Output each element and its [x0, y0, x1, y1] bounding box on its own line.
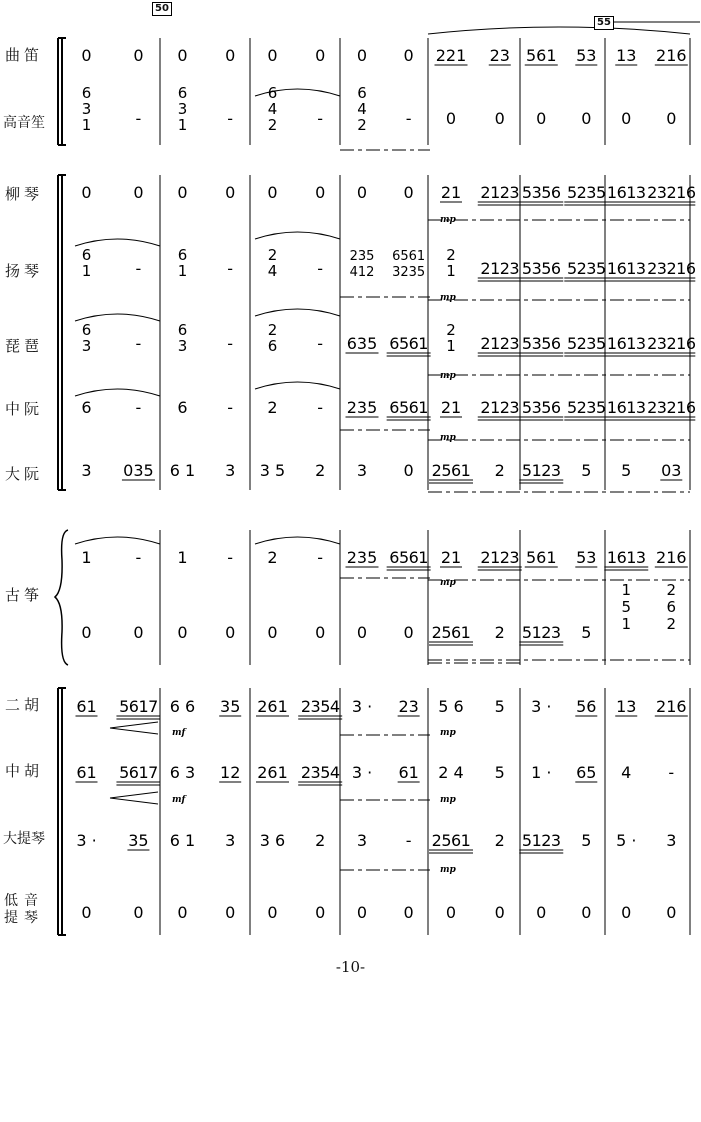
- guzheng-chord-note: 6: [666, 598, 677, 616]
- guzheng-chord-note: 1: [621, 615, 632, 633]
- note-zhonghu: 6 3: [169, 763, 196, 782]
- note-diyintiqin: 0: [666, 903, 677, 922]
- chord-note-pipa: 6: [177, 321, 188, 339]
- note-liuqin: 0: [81, 183, 92, 202]
- note-guzheng_lower: 0: [177, 623, 188, 642]
- yangqin-tie: [75, 239, 160, 246]
- note-yangqin: 1613: [606, 259, 646, 278]
- note-guzheng_lower: 5123: [521, 623, 561, 642]
- rehearsal-mark-55: 55: [594, 16, 614, 30]
- note-liuqin: 0: [403, 183, 414, 202]
- note-qudi: 221: [435, 46, 467, 65]
- note-erhu: 3 ·: [531, 697, 552, 716]
- note-guzheng_upper: 235: [346, 548, 378, 567]
- note-zhonghu: 61: [398, 763, 419, 782]
- note-erhu: 5 6: [438, 697, 464, 716]
- note-guzheng_upper: 1613: [606, 548, 646, 567]
- chord-note-pipa: 3: [177, 337, 188, 355]
- note-daruan: 3: [225, 461, 236, 480]
- note-yangqin: 23216: [647, 259, 696, 278]
- note-datiqin: 3: [666, 831, 677, 850]
- dynamic-mp-6: mp: [440, 795, 456, 805]
- chord-note-pipa: 2: [446, 321, 456, 339]
- note-daruan: 3 5: [259, 461, 286, 480]
- note-gaoyinsheng: -: [405, 109, 412, 128]
- note-guzheng_lower: 0: [356, 623, 368, 642]
- label-datiqin: 大提琴: [3, 831, 45, 847]
- yangqin-tie-2: [255, 232, 340, 239]
- chord-note-yangqin: 2: [446, 246, 456, 264]
- label-pipa: 琵琶: [4, 337, 43, 355]
- guzheng-chord-note: 1: [621, 581, 632, 599]
- note-datiqin: 2: [494, 831, 505, 850]
- pipa-tie: [75, 314, 160, 321]
- note-datiqin: 3: [225, 831, 236, 850]
- note-guzheng_upper: 1: [177, 548, 188, 567]
- note-qudi: 0: [133, 46, 144, 65]
- note-datiqin: 2: [315, 831, 326, 850]
- note-guzheng_upper: 2: [267, 548, 278, 567]
- note-guzheng_lower: 0: [225, 623, 236, 642]
- note-zhongruan: 23216: [647, 398, 696, 417]
- note-gaoyinsheng: 0: [445, 109, 457, 128]
- dynamic-mp-1: mp: [440, 293, 456, 303]
- label-yangqin: 扬琴: [4, 262, 43, 280]
- note-erhu: 2354: [300, 697, 340, 716]
- note-diyintiqin: 0: [81, 903, 92, 922]
- note-erhu: 56: [576, 697, 597, 716]
- chord-note-pipa: 2: [267, 321, 278, 339]
- chord-note-gaoyinsheng: 2: [357, 116, 367, 134]
- note-diyintiqin: 0: [494, 903, 505, 922]
- dynamic-mp-2: mp: [440, 371, 456, 381]
- chord-note-gaoyinsheng: 4: [267, 100, 278, 118]
- note-datiqin: 5123: [521, 831, 561, 850]
- note-diyintiqin: 0: [581, 903, 592, 922]
- note-zhonghu: 2 4: [438, 763, 464, 782]
- note-liuqin: 0: [267, 183, 278, 202]
- chord-note-pipa: 6: [81, 321, 92, 339]
- zhonghu-crescendo: [110, 792, 158, 804]
- note-diyintiqin: 0: [445, 903, 457, 922]
- guzheng-tie-2: [255, 537, 340, 544]
- chord-note-pipa: 1: [446, 337, 456, 355]
- note-gaoyinsheng: -: [227, 109, 234, 128]
- chord-note-yangqin: 6: [177, 246, 188, 264]
- note-qudi: 0: [177, 46, 188, 65]
- note-guzheng_upper: 6561: [389, 548, 428, 567]
- note-daruan: 6 1: [169, 461, 196, 480]
- note-qudi: 23: [489, 46, 510, 65]
- note-pipa: -: [135, 334, 142, 353]
- note-diyintiqin: 0: [225, 903, 236, 922]
- dynamic-mp-0: mp: [440, 215, 456, 225]
- label-gaoyinsheng: 高音笙: [3, 115, 45, 131]
- chord-note-gaoyinsheng: 1: [81, 116, 92, 134]
- note-qudi: 216: [656, 46, 687, 65]
- chord-note-gaoyinsheng: 6: [81, 84, 92, 102]
- chord-note-yangqin: 4: [267, 262, 278, 280]
- note-yangqin: 2123: [480, 259, 520, 278]
- chord-note-gaoyinsheng: 4: [357, 100, 367, 118]
- note-daruan: 5: [581, 461, 592, 480]
- note-yangqin: 3235: [392, 265, 426, 280]
- guzheng-chord-note: 2: [666, 615, 677, 633]
- note-pipa: 635: [346, 334, 378, 353]
- note-diyintiqin: 0: [403, 903, 414, 922]
- note-daruan: 03: [661, 461, 682, 480]
- erhu-crescendo: [110, 722, 158, 734]
- label-zhongruan: 中阮: [4, 400, 43, 418]
- note-liuqin: 2123: [480, 183, 520, 202]
- note-qudi: 53: [576, 46, 597, 65]
- note-guzheng_upper: 2123: [480, 548, 520, 567]
- label-diyintiqin-line2: 提琴: [4, 910, 44, 926]
- note-gaoyinsheng: 0: [536, 109, 547, 128]
- chord-note-gaoyinsheng: 6: [177, 84, 188, 102]
- note-daruan: 035: [123, 461, 154, 480]
- note-liuqin: 23216: [647, 183, 696, 202]
- note-zhonghu: 65: [576, 763, 597, 782]
- zhongruan-tie: [75, 389, 160, 396]
- note-zhonghu: 5617: [119, 763, 158, 782]
- note-guzheng_lower: 2561: [431, 623, 471, 642]
- note-diyintiqin: 0: [133, 903, 144, 922]
- note-yangqin: 412: [349, 265, 375, 280]
- guzheng-brace: [55, 530, 68, 665]
- note-zhongruan: -: [317, 398, 324, 417]
- label-qudi: 曲笛: [4, 46, 43, 64]
- note-gaoyinsheng: -: [135, 109, 142, 128]
- note-liuqin: 5356: [521, 183, 561, 202]
- note-yangqin: 6561: [392, 249, 426, 264]
- rehearsal-mark-50: 50: [152, 2, 172, 16]
- note-yangqin: -: [135, 259, 142, 278]
- score-marks: [75, 22, 700, 875]
- note-erhu: 6 6: [169, 697, 196, 716]
- note-zhongruan: 6: [81, 398, 92, 417]
- note-zhongruan: 2123: [480, 398, 520, 417]
- note-zhongruan: 2: [267, 398, 278, 417]
- note-qudi: 0: [225, 46, 236, 65]
- note-pipa: 1613: [606, 334, 646, 353]
- dynamic-mf-8: mf: [172, 728, 186, 738]
- chord-note-pipa: 6: [267, 337, 278, 355]
- pipa-tie-2: [255, 309, 340, 316]
- label-erhu: 二胡: [4, 696, 43, 714]
- dynamic-mp-3: mp: [440, 433, 456, 443]
- note-yangqin: 235: [349, 249, 375, 264]
- chord-note-gaoyinsheng: 1: [177, 116, 188, 134]
- note-zhonghu: 3 ·: [351, 763, 373, 782]
- note-guzheng_lower: 2: [494, 623, 505, 642]
- note-liuqin: 0: [356, 183, 368, 202]
- note-yangqin: -: [317, 259, 324, 278]
- note-datiqin: 6 1: [169, 831, 196, 850]
- note-zhonghu: 2354: [300, 763, 340, 782]
- note-pipa: 2123: [480, 334, 520, 353]
- guzheng-tie: [75, 537, 160, 544]
- note-gaoyinsheng: 0: [494, 109, 505, 128]
- label-diyintiqin: [0, 893, 48, 927]
- note-qudi: 561: [525, 46, 557, 65]
- note-erhu: 23: [398, 697, 419, 716]
- note-liuqin: 0: [177, 183, 188, 202]
- note-qudi: 0: [267, 46, 278, 65]
- note-datiqin: 3: [356, 831, 368, 850]
- note-zhongruan: 5356: [521, 398, 561, 417]
- note-diyintiqin: 0: [356, 903, 368, 922]
- note-zhongruan: 1613: [606, 398, 646, 417]
- note-daruan: 0: [403, 461, 414, 480]
- note-gaoyinsheng: -: [317, 109, 324, 128]
- note-erhu: 3 ·: [351, 697, 373, 716]
- chord-note-gaoyinsheng: 3: [177, 100, 188, 118]
- note-guzheng_upper: 216: [656, 548, 687, 567]
- note-daruan: 2: [315, 461, 326, 480]
- note-pipa: 23216: [647, 334, 696, 353]
- chord-note-yangqin: 2: [267, 246, 278, 264]
- note-daruan: 5: [621, 461, 632, 480]
- note-zhonghu: -: [668, 763, 675, 782]
- zhongruan-tie-2: [255, 382, 340, 389]
- note-erhu: 5: [494, 697, 505, 716]
- note-liuqin: 0: [133, 183, 144, 202]
- chord-note-gaoyinsheng: 3: [81, 100, 92, 118]
- note-zhongruan: -: [227, 398, 234, 417]
- guzheng-chord-note: 5: [621, 598, 632, 616]
- note-erhu: 35: [220, 697, 241, 716]
- note-qudi: 0: [81, 46, 92, 65]
- note-datiqin: 35: [128, 831, 149, 850]
- note-diyintiqin: 0: [315, 903, 326, 922]
- note-liuqin: 0: [225, 183, 236, 202]
- note-pipa: 5356: [521, 334, 561, 353]
- note-zhongruan: -: [135, 398, 142, 417]
- note-gaoyinsheng: 0: [666, 109, 677, 128]
- note-zhonghu: 261: [257, 763, 288, 782]
- chord-note-gaoyinsheng: 2: [267, 116, 278, 134]
- note-guzheng_upper: 561: [525, 548, 557, 567]
- note-guzheng_lower: 5: [581, 623, 592, 642]
- note-guzheng_lower: 0: [315, 623, 326, 642]
- note-zhongruan: 235: [346, 398, 378, 417]
- note-datiqin: 2561: [431, 831, 471, 850]
- note-guzheng_lower: 0: [403, 623, 414, 642]
- note-pipa: -: [227, 334, 234, 353]
- note-gaoyinsheng: 0: [621, 109, 632, 128]
- note-erhu: 13: [616, 697, 637, 716]
- note-diyintiqin: 0: [267, 903, 278, 922]
- chord-note-yangqin: 1: [81, 262, 92, 280]
- note-yangqin: 5356: [521, 259, 561, 278]
- note-datiqin: -: [405, 831, 412, 850]
- chord-note-gaoyinsheng: 6: [267, 84, 278, 102]
- note-daruan: 3: [81, 461, 92, 480]
- qudi-phrase-slur: [428, 27, 690, 34]
- score-notes: [76, 46, 696, 922]
- note-pipa: -: [317, 334, 324, 353]
- note-zhongruan: 21: [440, 398, 462, 417]
- dynamic-mf-9: mf: [172, 795, 186, 805]
- note-gaoyinsheng: 0: [581, 109, 592, 128]
- label-zhonghu: 中胡: [4, 762, 43, 780]
- note-guzheng_lower: 0: [133, 623, 144, 642]
- note-guzheng_upper: -: [317, 548, 324, 567]
- note-erhu: 61: [76, 697, 97, 716]
- note-zhonghu: 4: [621, 763, 632, 782]
- note-qudi: 13: [616, 46, 637, 65]
- guzheng-chord-note: 2: [666, 581, 677, 599]
- note-datiqin: 5: [581, 831, 592, 850]
- note-diyintiqin: 0: [177, 903, 188, 922]
- note-guzheng_upper: -: [227, 548, 234, 567]
- label-daruan: 大阮: [4, 465, 43, 483]
- chord-note-yangqin: 1: [446, 262, 456, 280]
- note-yangqin: -: [227, 259, 234, 278]
- note-guzheng_upper: 53: [576, 548, 597, 567]
- note-guzheng_upper: 21: [440, 548, 462, 567]
- note-zhonghu: 61: [76, 763, 97, 782]
- note-erhu: 5617: [119, 697, 158, 716]
- note-datiqin: 3 6: [259, 831, 286, 850]
- note-zhonghu: 5: [494, 763, 505, 782]
- note-daruan: 3: [356, 461, 368, 480]
- note-guzheng_lower: 0: [267, 623, 278, 642]
- note-liuqin: 0: [315, 183, 326, 202]
- note-zhongruan: 6: [177, 398, 188, 417]
- label-diyintiqin-line1: 低音: [4, 893, 44, 909]
- dynamic-mp-5: mp: [440, 728, 456, 738]
- note-diyintiqin: 0: [621, 903, 632, 922]
- note-yangqin: 5235: [566, 259, 606, 278]
- note-datiqin: 5 ·: [616, 831, 637, 850]
- chord-note-gaoyinsheng: 6: [357, 84, 367, 102]
- note-daruan: 2: [494, 461, 505, 480]
- note-daruan: 2561: [431, 461, 471, 480]
- note-qudi: 0: [315, 46, 326, 65]
- chord-note-yangqin: 1: [177, 262, 188, 280]
- note-pipa: 6561: [389, 334, 428, 353]
- page-number: -10-: [335, 958, 366, 976]
- chord-note-pipa: 3: [81, 337, 92, 355]
- note-guzheng_lower: 0: [81, 623, 92, 642]
- chord-note-yangqin: 6: [81, 246, 92, 264]
- note-diyintiqin: 0: [536, 903, 547, 922]
- note-zhongruan: 5235: [566, 398, 606, 417]
- note-erhu: 261: [257, 697, 288, 716]
- dynamic-mp-7: mp: [440, 865, 456, 875]
- dynamic-mp-4: mp: [440, 578, 456, 588]
- note-qudi: 0: [403, 46, 414, 65]
- note-zhonghu: 1 ·: [531, 763, 552, 782]
- note-daruan: 5123: [521, 461, 561, 480]
- note-zhongruan: 6561: [389, 398, 428, 417]
- note-pipa: 5235: [566, 334, 606, 353]
- label-guzheng: 古筝: [4, 586, 43, 604]
- note-liuqin: 1613: [606, 183, 646, 202]
- note-zhonghu: 12: [220, 763, 241, 782]
- label-liuqin: 柳琴: [4, 185, 43, 203]
- note-guzheng_upper: -: [135, 548, 142, 567]
- note-erhu: 216: [656, 697, 687, 716]
- note-datiqin: 3 ·: [76, 831, 97, 850]
- note-guzheng_upper: 1: [81, 548, 92, 567]
- note-liuqin: 21: [440, 183, 462, 202]
- note-qudi: 0: [356, 46, 368, 65]
- note-liuqin: 5235: [566, 183, 606, 202]
